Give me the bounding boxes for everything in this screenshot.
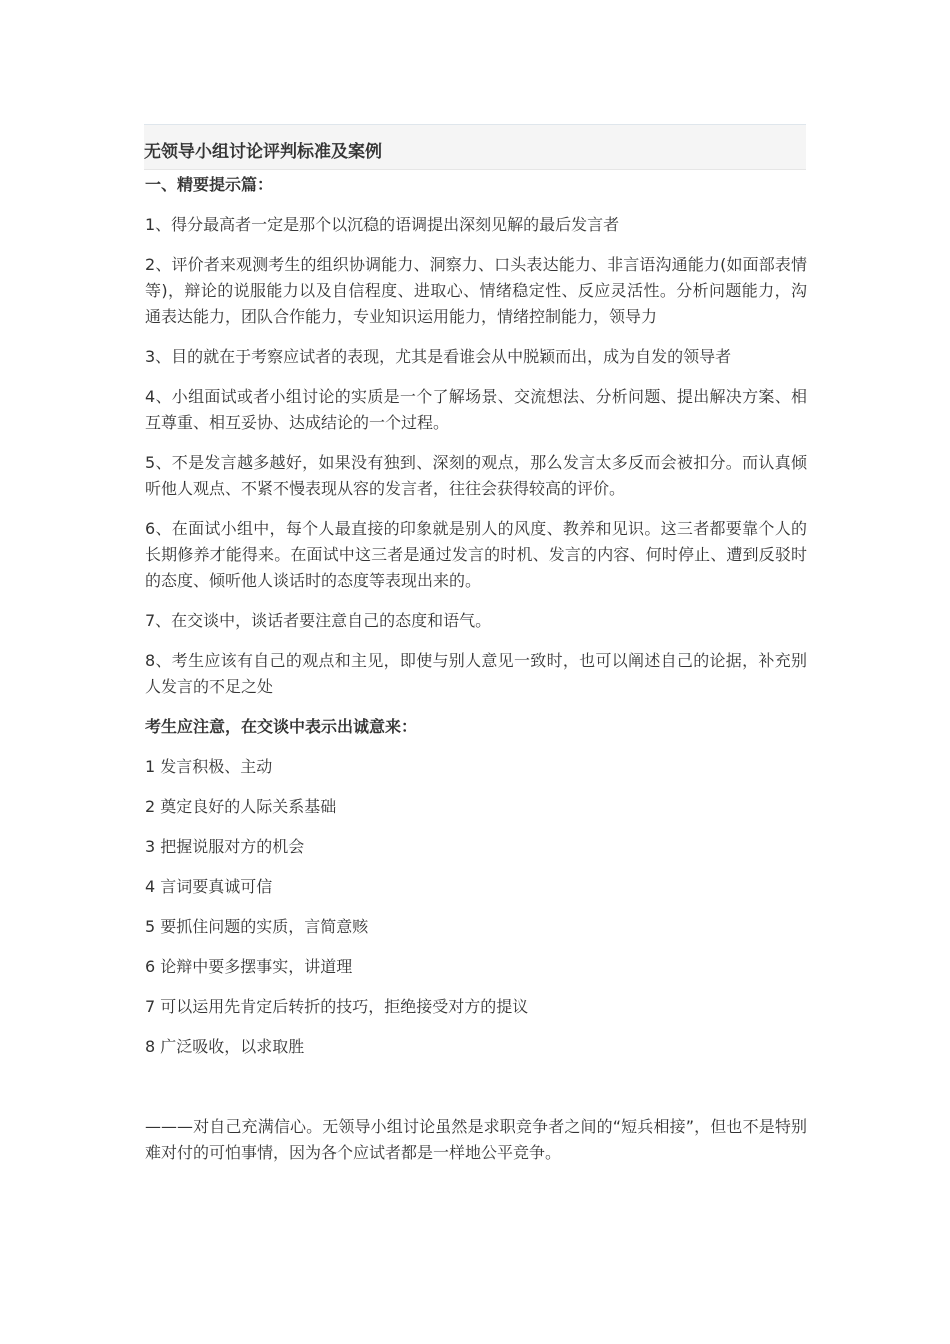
title-bar <box>144 124 806 170</box>
tips-list <box>145 212 807 700</box>
tip-paragraph: 7、在交谈中，谈话者要注意自己的态度和语气。 <box>145 611 492 630</box>
attention-item: 1 发言积极、主动 <box>145 757 273 776</box>
tip-paragraph: 8、考生应该有自己的观点和主见，即使与别人意见一致时，也可以阐述自己的论据，补充别人发言的不足之处 <box>145 651 807 696</box>
attention-item: 5 要抓住问题的实质，言简意赅 <box>145 917 369 936</box>
tip-paragraph: 3、目的就在于考察应试者的表现，尤其是看谁会从中脱颖而出，成为自发的领导者 <box>145 347 732 366</box>
page-title: 无领导小组讨论评判标准及案例 <box>144 142 382 162</box>
attention-item: 4 言词要真诚可信 <box>145 877 273 896</box>
attention-item: 6 论辩中要多摆事实，讲道理 <box>145 957 353 976</box>
tip-paragraph: 1、得分最高者一定是那个以沉稳的语调提出深刻见解的最后发言者 <box>145 215 620 234</box>
attention-item: 3 把握说服对方的机会 <box>145 837 305 856</box>
tip-paragraph: 5、不是发言越多越好，如果没有独到、深刻的观点，那么发言太多反而会被扣分。而认真倾听他人观点、不紧不慢表现从容的发言者，往往会获得较高的评价。 <box>145 453 807 498</box>
tip-paragraph: 2、评价者来观测考生的组织协调能力、洞察力、口头表达能力、非言语沟通能力(如面部表情等)，辩论的说服能力以及自信程度、进取心、情绪稳定性、反应灵活性。分析问题能力，沟通表达能力，团队合作能力，专业知识运用能力，情绪控制能力，领导力 <box>145 255 807 326</box>
attention-item: 2 奠定良好的人际关系基础 <box>145 797 337 816</box>
section-heading: 一、精要提示篇： <box>145 175 274 194</box>
closing-paragraph: ———对自己充满信心。无领导小组讨论虽然是求职竞争者之间的“短兵相接”，但也不是特别难对付的可怕事情，因为各个应试者都是一样地公平竞争。 <box>145 1117 807 1162</box>
tip-paragraph: 6、在面试小组中，每个人最直接的印象就是别人的风度、教养和见识。这三者都要靠个人的长期修养才能得来。在面试中这三者是通过发言的时机、发言的内容、何时停止、遭到反驳时的态度、倾听他人谈话时的态度等表现出来的。 <box>145 519 807 590</box>
attention-item: 8 广泛吸收，以求取胜 <box>145 1037 305 1056</box>
attention-item: 7 可以运用先肯定后转折的技巧，拒绝接受对方的提议 <box>145 997 529 1016</box>
document-body <box>145 172 807 1166</box>
attention-list <box>145 754 807 1060</box>
tip-paragraph: 4、小组面试或者小组讨论的实质是一个了解场景、交流想法、分析问题、提出解决方案、相互尊重、相互妥协、达成结论的一个过程。 <box>145 387 807 432</box>
attention-heading: 考生应注意，在交谈中表示出诚意来： <box>145 717 418 736</box>
